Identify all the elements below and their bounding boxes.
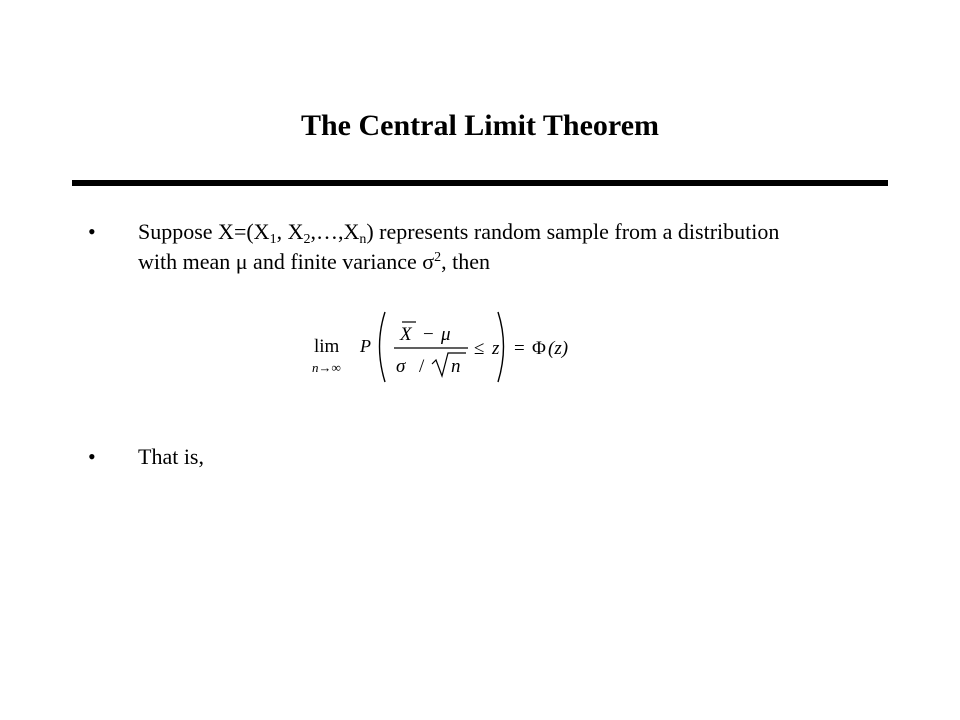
bullet-marker: • bbox=[88, 219, 96, 244]
formula-mu: μ bbox=[441, 324, 451, 345]
formula-phi: Φ bbox=[532, 338, 546, 359]
bullet-text-segment: ,…,X bbox=[310, 219, 360, 244]
formula-z: z bbox=[492, 338, 500, 359]
title-divider bbox=[72, 180, 888, 186]
formula-sqrt-sign bbox=[432, 353, 466, 376]
formula-n: n bbox=[451, 356, 461, 377]
bullet-text-segment: Suppose X=(X bbox=[138, 219, 270, 244]
formula-lim: lim bbox=[314, 336, 340, 357]
formula-limit-subscript: n→∞ bbox=[312, 360, 341, 375]
bullet-marker: • bbox=[88, 444, 96, 469]
formula-probability-p: P bbox=[360, 336, 371, 356]
subscript-2: 2 bbox=[303, 232, 311, 247]
subscript-1: 1 bbox=[269, 232, 277, 247]
formula-xbar: X bbox=[400, 324, 412, 345]
formula-equals: = bbox=[514, 338, 525, 359]
formula-slash: / bbox=[419, 356, 425, 377]
superscript-2: 2 bbox=[434, 250, 442, 265]
bullet-text-segment: , X bbox=[276, 219, 304, 244]
clt-formula bbox=[306, 306, 586, 386]
formula-sigma: σ bbox=[396, 356, 406, 377]
bullet-text-segment: , then bbox=[441, 249, 490, 274]
slide-title: The Central Limit Theorem bbox=[300, 109, 660, 142]
formula-phi-argument: (z) bbox=[548, 338, 569, 359]
formula-leq: ≤ bbox=[474, 338, 485, 359]
subscript-n: n bbox=[359, 232, 367, 247]
bullet-that-is: That is, bbox=[138, 444, 204, 469]
bullet-text-segment: ) represents random sample from a distribution with mean μ and finite variance σ bbox=[138, 219, 780, 274]
formula-minus: − bbox=[423, 324, 434, 345]
formula-left-paren bbox=[380, 312, 386, 382]
bullet-clt-statement bbox=[138, 217, 818, 277]
